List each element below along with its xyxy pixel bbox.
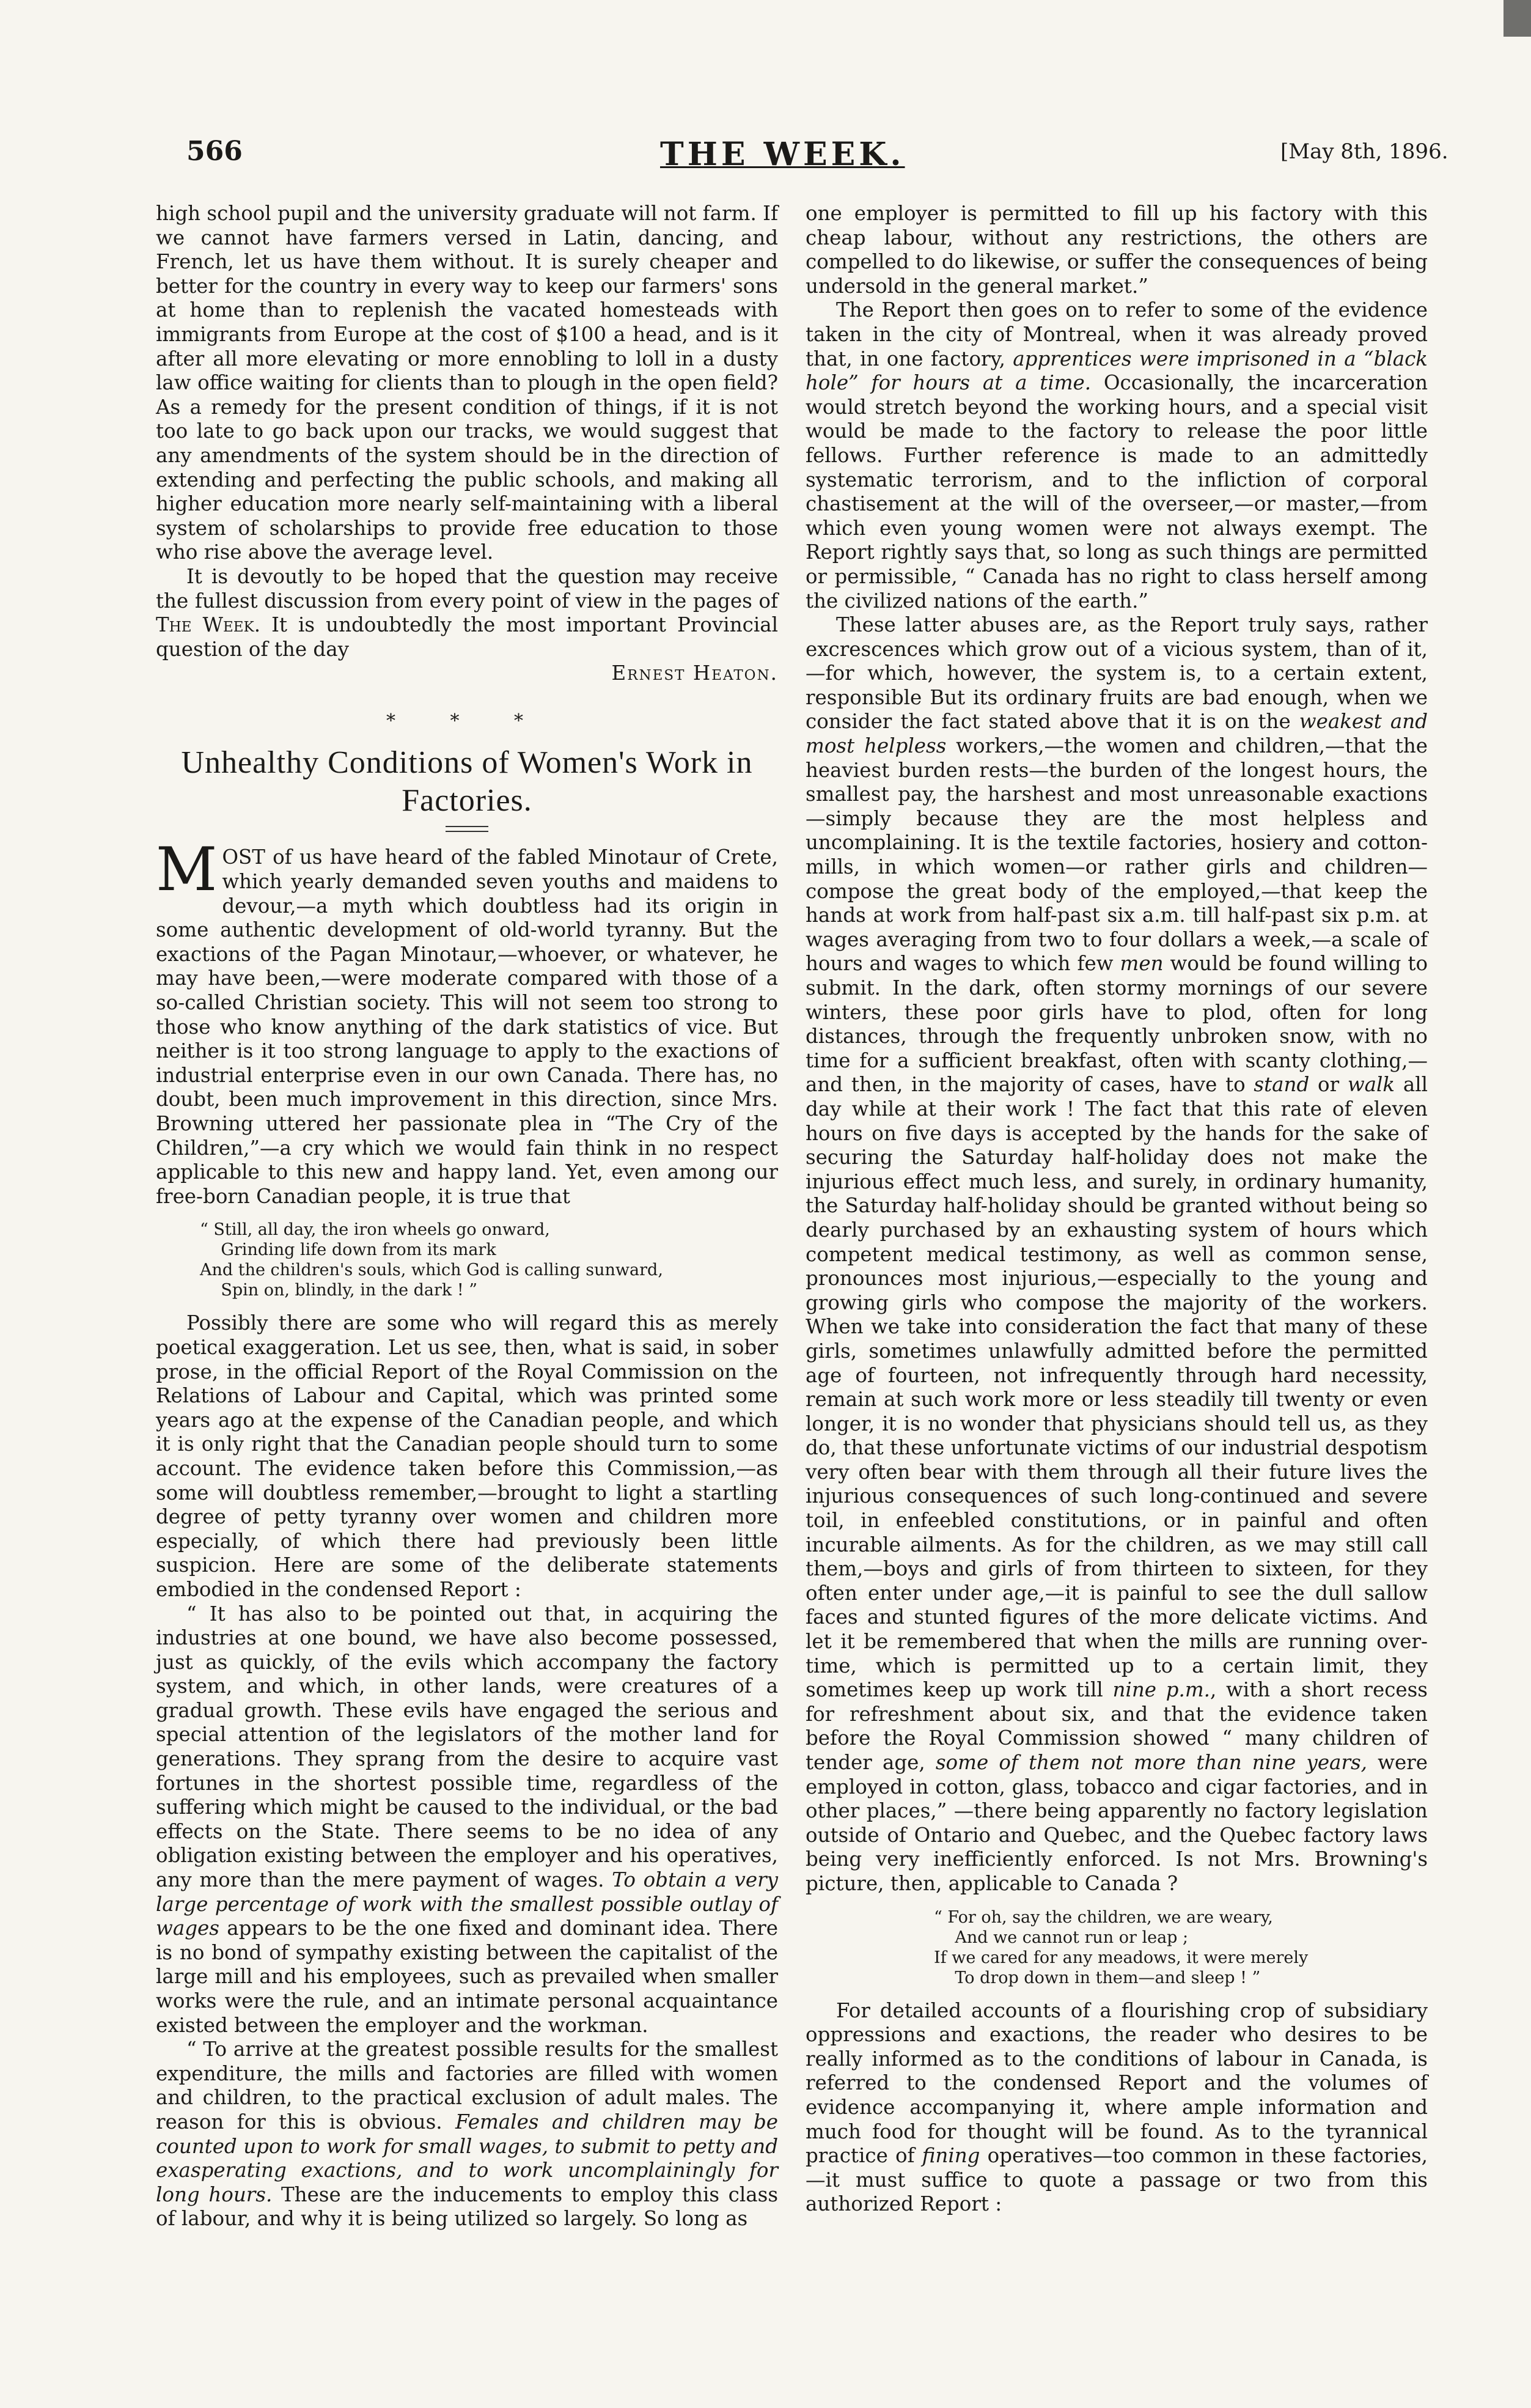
verse-line: “ For oh, say the children, we are weary, [934, 1907, 1273, 1927]
report-quote: one employer is permitted to fill up his factory with this cheap labour, without any restrictions, the others are compelled to do likewise, or suffer the consequences of being undersold in the general market.” [806, 202, 1428, 298]
paragraph: For detailed accounts of a flourishing crop of subsidiary oppressions and exactions, the reader who desires to be really informed as to the conditions of labour in Canada, is referred to the condensed Report and the volumes of evidence accompanying it, where ample information and much food for thought will be found. As to the tyrannical practice of fining operatives—too common in these factories,—it must suffice to quote a passage or two from this authorized Report : [806, 1998, 1428, 2216]
author-signature: Ernest Heaton. [611, 661, 778, 685]
title-rule [446, 826, 488, 832]
page-number: 566 [186, 136, 243, 167]
poem-quote [806, 1907, 1428, 1988]
article-title: Unhealthy Conditions of Women's Work in Factories. [181, 745, 753, 819]
journal-title: THE WEEK. [660, 136, 905, 173]
report-quote: “ To arrive at the greatest possible results for the smallest expenditure, the mills and factories are filled with women and children, to the practical exclusion of adult males. The reason for this is obvious. Females and children may be counted upon to work for small wages, to submit to petty and exasperating exactions, and to work uncomplainingly for long hours. These are the inducements to employ this class of labour, and why it is being utilized so largely. So long as [156, 2038, 779, 2231]
verse-line: “ Still, all day, the iron wheels go onward, [200, 1220, 550, 1240]
report-quote: “ It has also to be pointed out that, in acquiring the industries at one bound, we have also become possessed, just as quickly, of the evils which accompany the factory system, and which, in other lands, were creatures of a gradual growth. These evils have engaged the serious and special attention of the legislators of the mother land for generations. They sprang from the desire to acquire vast fortunes in the shortest possible time, regardless of the suffering which might be caused to the individual, or the bad effects on the State. There seems to be no idea of any obligation existing between the employer and his operatives, any more than the mere payment of wages. To obtain a very large percentage of work with the smallest possible outlay of wages appears to be the one fixed and dominant idea. There is no bond of sympathy existing between the capitalist of the large mill and his employees, such as prevailed when smaller works were the rule, and an intimate personal acquaintance existed between the employer and the workman. [156, 1602, 778, 2037]
signature-line [156, 661, 778, 686]
paragraph: These latter abuses are, as the Report truly says, rather excrescences which grow out of a vicious system, than of it,—for which, however, the system is, to a certain extent, responsible But its ordinary fruits are bad enough, when we consider the fact stated above that it is on the weakest and most helpless workers,—the women and children,—that the heaviest burden rests—the burden of the longest hours, the smallest pay, the harshest and most unreasonable exactions—simply because they are the most helpless and uncomplaining. It is the textile factories, hosiery and cotton-mills, in which women—or rather girls and children—compose the great body of the employed,—that keep the hands at work from half-past six a.m. till half-past six p.m. at wages averaging from two to four dollars a week,—a scale of hours and wages to which few men would be found willing to submit. In the dark, often stormy mornings of our severe winters, these poor girls have to plod, often for long distances, through the frequently unbroken snow, with no time for a sufficient breakfast, often with scanty clothing,—and then, in the majority of cases, have to stand or walk all day while at their work ! The fact that this rate of eleven hours on five days is accepted by the hands for the sake of securing the Saturday half-holiday does not make the injurious effect much less, and surely, in ordinary humanity, the Saturday half-holiday should be granted without being so dearly purchased by an exhausting system of hours which competent medical testimony, as well as common sense, pronounces most injurious,—especially to the young and growing girls who compose the majority of the workers. When we take into consideration the fact that many of these girls, sometimes unlawfully admitted before the permitted age of fourteen, not infrequently through hard necessity, remain at such work more or less steadily till twenty or even longer, it is no wonder that physicians should tell us, as they do, that these unfortunate victims of our industrial despotism very often bear with them through all their future lives the injurious consequences of such long-continued and severe toil, in enfeebled constitutions, or in painful and often incurable ailments. As for the children, as we may still call them,—boys and girls of from thirteen to sixteen, for they often enter under age,—it is painful to see the dull sallow faces and stunted figures of the more delicate victims. And let it be remembered that when the mills are running over-time, which is permitted up to a certain limit, they sometimes keep up work till nine p.m., with a short recess for refreshment about six, and that the evidence taken before the Royal Commission showed “ many children of tender age, some of them not more than nine years, were employed in cotton, glass, tobacco and cigar factories, and in other places,” —there being apparently no factory legislation outside of Ontario and Quebec, and the Quebec factory laws being very inefficiently enforced. Is not Mrs. Browning's picture, then, applicable to Canada ? [806, 613, 1428, 1895]
opening-paragraph: MOST of us have heard of the fabled Minotaur of Crete, which yearly demanded seven youths and maidens to devour,—a myth which doubtless had its origin in some authentic development of old-world tyranny. But the exactions of the Pagan Minotaur,—whoever, or whatever, he may have been,—were moderate compared with those of a so-called Christian society. This will not seem too strong to those who know anything of the dark statistics of vice. But neither is it too strong language to apply to the exactions of industrial enterprise even in our own Canada. There has, no doubt, been much improvement in this direction, since Mrs. Browning uttered her passionate plea in “The Cry of the Children,”—a cry which we would fain think in no respect applicable to this new and happy land. Yet, even among our free-born Canadian people, it is true that [156, 835, 778, 1208]
paragraph: It is devoutly to be hoped that the question may receive the fullest discussion from every point of view in the pages of The Week. It is undoubtedly the most important Provincial question of the day [156, 564, 779, 661]
journal-name-inline: The Week [156, 613, 254, 637]
verse-line: And we cannot run or leap ; [934, 1928, 1189, 1947]
verse-line: If we cared for any meadows, it were merely [934, 1948, 1309, 1967]
verse-line: Grinding life down from its mark [200, 1240, 496, 1260]
verse-line: To drop down in them—and sleep ! ” [934, 1968, 1261, 1987]
issue-date: [May 8th, 1896. [1280, 139, 1448, 164]
section-separator: * * * [386, 710, 548, 732]
verse-line: Spin on, blindly, in the dark ! ” [200, 1281, 478, 1300]
scan-mark [1503, 0, 1531, 37]
left-column [156, 202, 778, 2231]
poem-quote [156, 1220, 778, 1300]
verse-line: And the children's souls, which God is calling sunward, [200, 1261, 663, 1280]
paragraph: high school pupil and the university graduate will not farm. If we cannot have farmers versed in Latin, dancing, and French, let us have them without. It is surely cheaper and better for the country in every way to keep our farmers' sons at home than to replenish the vacated homesteads with immigrants from Europe at the cost of $100 a head, and is it after all more elevating or more ennobling to loll in a dusty law office waiting for clients than to plough in the open field? As a remedy for the present condition of things, if it is not too late to go back upon our tracks, we would suggest that any amendments of the system should be in the direction of extending and perfecting the public schools, and making all higher education more nearly self-maintaining with a liberal system of scholarships to provide free education to those who rise above the average level. [156, 202, 778, 564]
right-column [806, 202, 1428, 2217]
paragraph: Possibly there are some who will regard this as merely poetical exaggeration. Let us see, then, what is said, in sober prose, in the official Report of the Royal Commission on the Relations of Labour and Capital, which was printed some years ago at the expense of the Canadian people, and which it is only right that the Canadian people should turn to some account. The evidence taken before this Commission,—as some will doubtless remember,—brought to light a startling degree of petty tyranny over women and children more especially, of which there had previously been little suspicion. Here are some of the deliberate statements embodied in the condensed Report : [156, 1311, 778, 1601]
page-header [0, 136, 1531, 185]
paragraph: The Report then goes on to refer to some of the evidence taken in the city of Montreal, when it was already proved that, in one factory, apprentices were imprisoned in a “black hole” for hours at a time. Occasionally, the incarceration would stretch beyond the working hours, and a special visit would be made to the factory to release the poor little fellows. Further reference is made to an admittedly systematic terrorism, and to the infliction of corporal chastisement at the will of the overseer,—or master,—from which even young women were not always exempt. The Report rightly says that, so long as such things are permitted or permissible, “ Canada has no right to class herself among the civilized nations of the earth.” [806, 298, 1428, 613]
